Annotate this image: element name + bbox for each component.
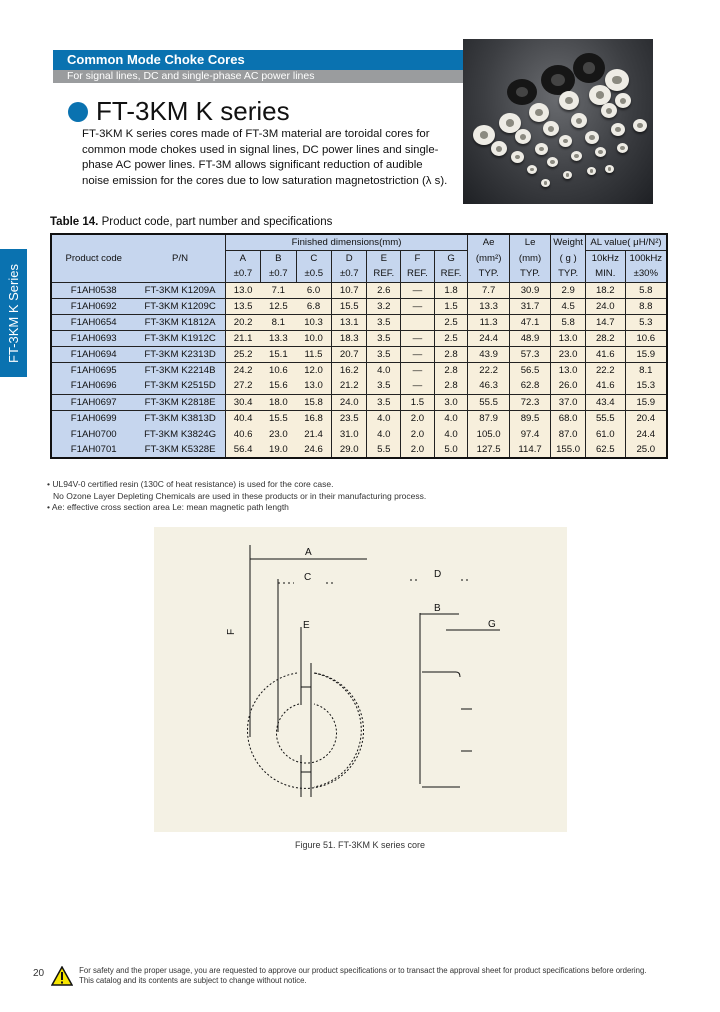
header-dim-f: F — [401, 250, 435, 266]
tol-f: REF. — [401, 266, 435, 282]
value-cell-e: 3.5 — [367, 378, 401, 394]
page-footer — [33, 966, 646, 986]
label-b: B — [434, 603, 441, 614]
header-dim-a: A — [225, 250, 260, 266]
value-cell-c: 24.6 — [296, 442, 331, 458]
value-cell-w: 87.0 — [551, 426, 586, 442]
table-number: Table 14. — [50, 216, 99, 228]
value-cell-w: 13.0 — [551, 362, 586, 378]
product-code-cell: F1AH0699 — [51, 410, 135, 426]
value-cell-d: 21.2 — [332, 378, 367, 394]
value-cell-ae: 43.9 — [468, 346, 509, 362]
value-cell-e: 3.5 — [367, 346, 401, 362]
tol-e: REF. — [367, 266, 401, 282]
value-cell-a: 24.2 — [225, 362, 260, 378]
table-title: Product code, part number and specifications — [101, 216, 333, 228]
value-cell-le: 30.9 — [509, 282, 550, 298]
header-finished-dimensions: Finished dimensions(mm) — [225, 234, 468, 250]
value-cell-al10: 41.6 — [585, 346, 625, 362]
value-cell-b: 10.6 — [261, 362, 296, 378]
table-row — [51, 330, 667, 346]
product-code-cell: F1AH0538 — [51, 282, 135, 298]
note-weight: TYP. — [551, 266, 586, 282]
value-cell-ae: 55.5 — [468, 394, 509, 410]
value-cell-al100: 24.4 — [625, 426, 667, 442]
label-e: E — [303, 620, 310, 631]
value-cell-e: 3.5 — [367, 330, 401, 346]
product-code-cell: F1AH0700 — [51, 426, 135, 442]
value-cell-w: 5.8 — [551, 314, 586, 330]
table-row — [51, 426, 667, 442]
value-cell-al100: 15.9 — [625, 394, 667, 410]
table-row — [51, 378, 667, 394]
product-description: FT-3KM K series cores made of FT-3M material are toroidal cores for common mode chokes used in signal lines, DC power lines and single-phase AC power lines. FT-3M allows significant reduction of audible noise emission for the cores due to low saturation magnetostriction (λ s). — [82, 128, 448, 187]
header-le: Le — [509, 234, 550, 250]
product-heading — [68, 96, 290, 127]
spec-table — [50, 233, 668, 459]
section-subtitle: For signal lines, DC and single-phase AC power lines — [53, 70, 653, 83]
value-cell-al100: 8.1 — [625, 362, 667, 378]
bullet-dot-icon — [68, 102, 88, 122]
header-dim-d: D — [332, 250, 367, 266]
header-dim-b: B — [261, 250, 296, 266]
table-row — [51, 394, 667, 410]
tol-g: REF. — [434, 266, 468, 282]
value-cell-d: 16.2 — [332, 362, 367, 378]
value-cell-ae: 22.2 — [468, 362, 509, 378]
value-cell-ae: 127.5 — [468, 442, 509, 458]
value-cell-g: 1.5 — [434, 298, 468, 314]
value-cell-d: 24.0 — [332, 394, 367, 410]
value-cell-al10: 61.0 — [585, 426, 625, 442]
value-cell-f: — — [401, 378, 435, 394]
value-cell-a: 30.4 — [225, 394, 260, 410]
value-cell-f: — — [401, 330, 435, 346]
product-code-cell: F1AH0697 — [51, 394, 135, 410]
value-cell-d: 10.7 — [332, 282, 367, 298]
value-cell-al100: 5.3 — [625, 314, 667, 330]
value-cell-al100: 15.9 — [625, 346, 667, 362]
value-cell-w: 68.0 — [551, 410, 586, 426]
value-cell-a: 40.6 — [225, 426, 260, 442]
value-cell-al10: 62.5 — [585, 442, 625, 458]
value-cell-al100: 8.8 — [625, 298, 667, 314]
figure-caption: Figure 51. FT-3KM K series core — [294, 840, 426, 850]
value-cell-w: 26.0 — [551, 378, 586, 394]
value-cell-al100: 5.8 — [625, 282, 667, 298]
note-line: • Ae: effective cross section area Le: mean magnetic path length — [47, 502, 289, 512]
value-cell-al10: 28.2 — [585, 330, 625, 346]
label-g: G — [488, 619, 496, 630]
value-cell-al100: 15.3 — [625, 378, 667, 394]
header-al-10khz: 10kHz — [585, 250, 625, 266]
value-cell-al10: 18.2 — [585, 282, 625, 298]
value-cell-b: 13.3 — [261, 330, 296, 346]
note-al-100khz: ±30% — [625, 266, 667, 282]
tol-c: ±0.5 — [296, 266, 331, 282]
value-cell-b: 15.1 — [261, 346, 296, 362]
value-cell-d: 13.1 — [332, 314, 367, 330]
tol-d: ±0.7 — [332, 266, 367, 282]
value-cell-w: 23.0 — [551, 346, 586, 362]
spec-table-body — [51, 282, 667, 458]
value-cell-d: 29.0 — [332, 442, 367, 458]
dimension-drawing — [154, 527, 567, 832]
value-cell-le: 89.5 — [509, 410, 550, 426]
value-cell-f: 2.0 — [401, 410, 435, 426]
footer-disclaimer — [79, 966, 646, 986]
part-number-cell: FT-3KM K5328E — [135, 442, 225, 458]
label-f: F — [226, 628, 237, 635]
header-pn: P/N — [135, 234, 225, 282]
value-cell-f: 2.0 — [401, 442, 435, 458]
part-number-cell: FT-3KM K1912C — [135, 330, 225, 346]
value-cell-al10: 22.2 — [585, 362, 625, 378]
value-cell-c: 21.4 — [296, 426, 331, 442]
footer-line-1: For safety and the proper usage, you are requested to approve our product specifications or to transact the approval sheet for product specifications before ordering. — [79, 966, 647, 975]
note-al-10khz: MIN. — [585, 266, 625, 282]
header-dim-e: E — [367, 250, 401, 266]
value-cell-d: 18.3 — [332, 330, 367, 346]
note-line: • UL94V-0 certified resin (130C of heat resistance) is used for the core case. — [47, 479, 334, 489]
value-cell-al10: 24.0 — [585, 298, 625, 314]
value-cell-a: 13.5 — [225, 298, 260, 314]
header-al-value: AL value( μH/N²) — [585, 234, 667, 250]
value-cell-le: 57.3 — [509, 346, 550, 362]
value-cell-g: 4.0 — [434, 426, 468, 442]
side-index-tab — [0, 249, 27, 377]
value-cell-f: 1.5 — [401, 394, 435, 410]
part-number-cell: FT-3KM K1209A — [135, 282, 225, 298]
value-cell-c: 13.0 — [296, 378, 331, 394]
header-dim-c: C — [296, 250, 331, 266]
value-cell-g: 2.8 — [434, 378, 468, 394]
part-number-cell: FT-3KM K3824G — [135, 426, 225, 442]
header-weight: Weight — [551, 234, 586, 250]
table-row — [51, 346, 667, 362]
section-title: Common Mode Choke Cores — [53, 50, 653, 70]
tol-a: ±0.7 — [225, 266, 260, 282]
value-cell-a: 20.2 — [225, 314, 260, 330]
core-dimension-figure — [154, 527, 567, 832]
value-cell-al100: 10.6 — [625, 330, 667, 346]
product-photo — [463, 39, 653, 204]
value-cell-al10: 43.4 — [585, 394, 625, 410]
part-number-cell: FT-3KM K2515D — [135, 378, 225, 394]
value-cell-e: 3.2 — [367, 298, 401, 314]
product-code-cell: F1AH0654 — [51, 314, 135, 330]
product-code-cell: F1AH0696 — [51, 378, 135, 394]
value-cell-al100: 20.4 — [625, 410, 667, 426]
value-cell-le: 48.9 — [509, 330, 550, 346]
table-row — [51, 442, 667, 458]
table-row — [51, 410, 667, 426]
value-cell-ae: 46.3 — [468, 378, 509, 394]
table-row — [51, 314, 667, 330]
value-cell-le: 62.8 — [509, 378, 550, 394]
value-cell-g: 2.8 — [434, 346, 468, 362]
value-cell-c: 11.5 — [296, 346, 331, 362]
warning-icon — [51, 966, 73, 986]
value-cell-b: 15.5 — [261, 410, 296, 426]
value-cell-b: 23.0 — [261, 426, 296, 442]
value-cell-d: 23.5 — [332, 410, 367, 426]
value-cell-g: 2.5 — [434, 314, 468, 330]
label-c: C — [304, 572, 312, 583]
value-cell-c: 6.8 — [296, 298, 331, 314]
table-notes — [47, 479, 426, 514]
product-code-cell: F1AH0701 — [51, 442, 135, 458]
page-number: 20 — [33, 968, 45, 979]
value-cell-al10: 14.7 — [585, 314, 625, 330]
label-d: D — [434, 569, 442, 580]
part-number-cell: FT-3KM K1812A — [135, 314, 225, 330]
value-cell-le: 47.1 — [509, 314, 550, 330]
value-cell-ae: 87.9 — [468, 410, 509, 426]
value-cell-al10: 55.5 — [585, 410, 625, 426]
value-cell-ae: 7.7 — [468, 282, 509, 298]
product-code-cell: F1AH0694 — [51, 346, 135, 362]
product-title: FT-3KM K series — [96, 96, 290, 126]
value-cell-b: 18.0 — [261, 394, 296, 410]
value-cell-le: 114.7 — [509, 442, 550, 458]
header-dim-g: G — [434, 250, 468, 266]
table-row — [51, 362, 667, 378]
value-cell-e: 3.5 — [367, 394, 401, 410]
value-cell-le: 56.5 — [509, 362, 550, 378]
product-code-cell: F1AH0693 — [51, 330, 135, 346]
value-cell-w: 13.0 — [551, 330, 586, 346]
value-cell-c: 6.0 — [296, 282, 331, 298]
table-row — [51, 282, 667, 298]
value-cell-c: 16.8 — [296, 410, 331, 426]
value-cell-w: 37.0 — [551, 394, 586, 410]
value-cell-ae: 13.3 — [468, 298, 509, 314]
product-code-cell: F1AH0695 — [51, 362, 135, 378]
part-number-cell: FT-3KM K2313D — [135, 346, 225, 362]
value-cell-f — [401, 314, 435, 330]
value-cell-g: 2.5 — [434, 330, 468, 346]
value-cell-d: 15.5 — [332, 298, 367, 314]
value-cell-b: 12.5 — [261, 298, 296, 314]
value-cell-w: 4.5 — [551, 298, 586, 314]
part-number-cell: FT-3KM K2214B — [135, 362, 225, 378]
note-le: TYP. — [509, 266, 550, 282]
value-cell-a: 25.2 — [225, 346, 260, 362]
value-cell-e: 4.0 — [367, 410, 401, 426]
value-cell-a: 27.2 — [225, 378, 260, 394]
note-line: No Ozone Layer Depleting Chemicals are used in these products or in their manufacturing process. — [53, 490, 427, 501]
value-cell-g: 1.8 — [434, 282, 468, 298]
value-cell-f: — — [401, 346, 435, 362]
part-number-cell: FT-3KM K3813D — [135, 410, 225, 426]
value-cell-b: 15.6 — [261, 378, 296, 394]
table-caption — [50, 216, 332, 228]
value-cell-d: 20.7 — [332, 346, 367, 362]
value-cell-f: — — [401, 362, 435, 378]
value-cell-f: — — [401, 298, 435, 314]
side-tab-label: FT-3KM K Series — [6, 263, 21, 363]
value-cell-le: 31.7 — [509, 298, 550, 314]
value-cell-b: 8.1 — [261, 314, 296, 330]
value-cell-a: 56.4 — [225, 442, 260, 458]
value-cell-w: 2.9 — [551, 282, 586, 298]
value-cell-w: 155.0 — [551, 442, 586, 458]
value-cell-ae: 11.3 — [468, 314, 509, 330]
value-cell-ae: 105.0 — [468, 426, 509, 442]
note-ae: TYP. — [468, 266, 509, 282]
part-number-cell: FT-3KM K1209C — [135, 298, 225, 314]
value-cell-e: 4.0 — [367, 362, 401, 378]
value-cell-c: 15.8 — [296, 394, 331, 410]
value-cell-c: 12.0 — [296, 362, 331, 378]
header-al-100khz: 100kHz — [625, 250, 667, 266]
footer-line-2: This catalog and its contents are subject to change without notice. — [79, 976, 307, 985]
header-ae-unit: (mm²) — [468, 250, 509, 266]
value-cell-a: 40.4 — [225, 410, 260, 426]
label-a: A — [305, 547, 312, 558]
value-cell-e: 5.5 — [367, 442, 401, 458]
value-cell-e: 2.6 — [367, 282, 401, 298]
value-cell-c: 10.0 — [296, 330, 331, 346]
value-cell-le: 97.4 — [509, 426, 550, 442]
value-cell-a: 13.0 — [225, 282, 260, 298]
value-cell-d: 31.0 — [332, 426, 367, 442]
value-cell-g: 3.0 — [434, 394, 468, 410]
product-code-cell: F1AH0692 — [51, 298, 135, 314]
header-product-code: Product code — [51, 234, 135, 282]
value-cell-e: 4.0 — [367, 426, 401, 442]
part-number-cell: FT-3KM K2818E — [135, 394, 225, 410]
value-cell-b: 19.0 — [261, 442, 296, 458]
value-cell-g: 4.0 — [434, 410, 468, 426]
value-cell-e: 3.5 — [367, 314, 401, 330]
value-cell-f: — — [401, 282, 435, 298]
value-cell-al100: 25.0 — [625, 442, 667, 458]
header-le-unit: (mm) — [509, 250, 550, 266]
value-cell-c: 10.3 — [296, 314, 331, 330]
value-cell-al10: 41.6 — [585, 378, 625, 394]
header-weight-unit: ( g ) — [551, 250, 586, 266]
tol-b: ±0.7 — [261, 266, 296, 282]
value-cell-a: 21.1 — [225, 330, 260, 346]
value-cell-b: 7.1 — [261, 282, 296, 298]
value-cell-g: 2.8 — [434, 362, 468, 378]
table-row — [51, 298, 667, 314]
value-cell-g: 5.0 — [434, 442, 468, 458]
header-ae: Ae — [468, 234, 509, 250]
value-cell-ae: 24.4 — [468, 330, 509, 346]
value-cell-f: 2.0 — [401, 426, 435, 442]
value-cell-le: 72.3 — [509, 394, 550, 410]
